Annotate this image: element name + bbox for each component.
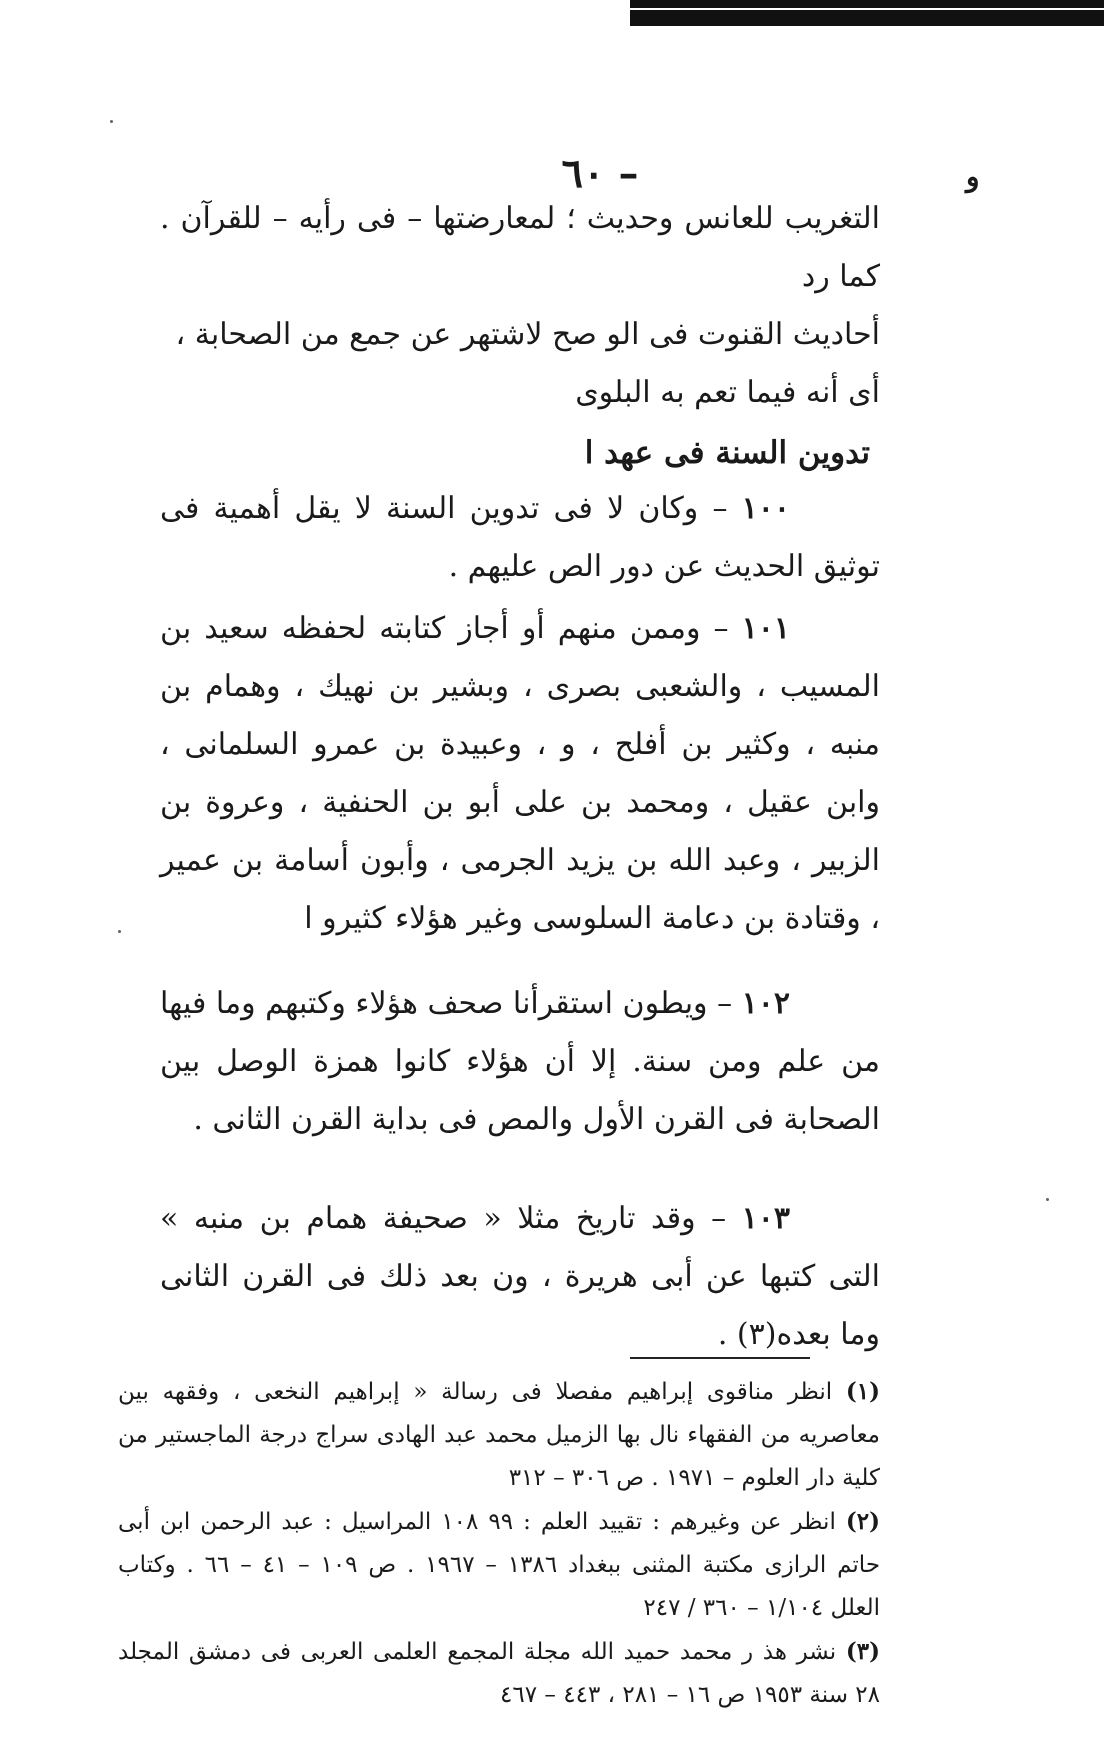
footnote: [118, 1500, 880, 1630]
paragraph-101: [160, 600, 880, 948]
margin-mark: و: [966, 160, 980, 193]
scan-speck: [1046, 1198, 1049, 1201]
footnote-number: (٢): [845, 1508, 880, 1535]
paragraph-number: ١٠٠: [741, 491, 790, 526]
intro-line: أى أنه فيما تعم به البلوى: [575, 375, 880, 410]
footnote-text: نشر هذ ر محمد حميد الله مجلة المجمع العلمى العربى فى دمشق المجلد ٢٨ سنة ١٩٥٣ ص ١٦ – ٢٨١ ، ٤٤٣ – ٤٦٧: [118, 1639, 880, 1708]
paragraph-100: [160, 480, 880, 596]
paragraph-text: – ويطون استقرأنا صحف هؤلاء وكتبهم وما فيها من علم ومن سنة. إلا أن هؤلاء كانوا همزة الوصل بين الصحابة فى القرن الأول والمص فى بداية القرن الثانى .: [160, 986, 880, 1137]
section-heading: تدوين السنة فى عهد ا: [584, 435, 870, 471]
scan-speck: [110, 120, 113, 123]
footnote-text: انظر عن وغيرهم : تقييد العلم : ٩٩ ١٠٨ المراسيل : عبد الرحمن ابن أبى حاتم الرازى مكتبة المثنى ببغداد ١٣٨٦ – ١٩٦٧ . ص ١٠٩ – ٤١ – ٦٦ . وكتاب العلل ١/١٠٤ – ٣٦٠ / ٢٤٧: [118, 1509, 881, 1621]
intro-block: [160, 190, 880, 422]
scan-speck: [118, 930, 121, 933]
scan-top-edge: [630, 0, 1104, 26]
footnote-number: (٣): [845, 1638, 880, 1665]
footnote: [118, 1630, 880, 1717]
intro-line: التغريب للعانس وحديث ؛ لمعارضتها – فى رأيه – للقرآن . كما رد: [160, 201, 880, 294]
paragraph-text: – وممن منهم أو أجاز كتابته لحفظه سعيد بن المسيب ، والشعبى بصرى ، وبشير بن نهيك ، وهمام بن منبه ، وكثير بن أفلح ، و ، وعبيدة بن عمرو السلمانى ، وابن عقيل ، ومحمد بن على أبو بن الحنفية ، وعروة بن الزبير ، وعبد الله بن يزيد الجرمى ، وأبون أسامة بن عمير ، وقتادة بن دعامة السلوسى وغير هؤلاء كثيرو ا: [160, 611, 880, 936]
paragraph-103: [160, 1190, 880, 1364]
intro-line: أحاديث القنوت فى الو صح لاشتهر عن جمع من الصحابة ،: [175, 317, 880, 352]
footnote-divider: [630, 1357, 810, 1359]
paragraph-text: – وكان لا فى تدوين السنة لا يقل أهمية فى توثيق الحديث عن دور الص عليهم .: [160, 491, 880, 584]
scan-top-edge-line: [630, 8, 1104, 10]
footnote: [118, 1370, 880, 1500]
paragraph-number: ١٠١: [741, 611, 790, 646]
paragraph-number: ١٠٢: [741, 986, 790, 1021]
footnotes: [118, 1370, 880, 1717]
paragraph-text: – وقد تاريخ مثلا « صحيفة همام بن منبه » التى كتبها عن أبى هريرة ، ون بعد ذلك فى القرن الثانى وما بعده(٣) .: [160, 1201, 880, 1352]
footnote-text: انظر مناقوى إبراهيم مفصلا فى رسالة « إبراهيم النخعى ، وفقهه بين معاصريه من الفقهاء نال بها الزميل محمد عبد الهادى سراج درجة الماجستير من كلية دار العلوم – ١٩٧١ . ص ٣٠٦ – ٣١٢: [118, 1379, 880, 1491]
page-number: – ٦٠: [561, 150, 639, 197]
paragraph-number: ١٠٣: [741, 1201, 790, 1236]
footnote-number: (١): [845, 1378, 880, 1405]
paragraph-102: [160, 975, 880, 1149]
